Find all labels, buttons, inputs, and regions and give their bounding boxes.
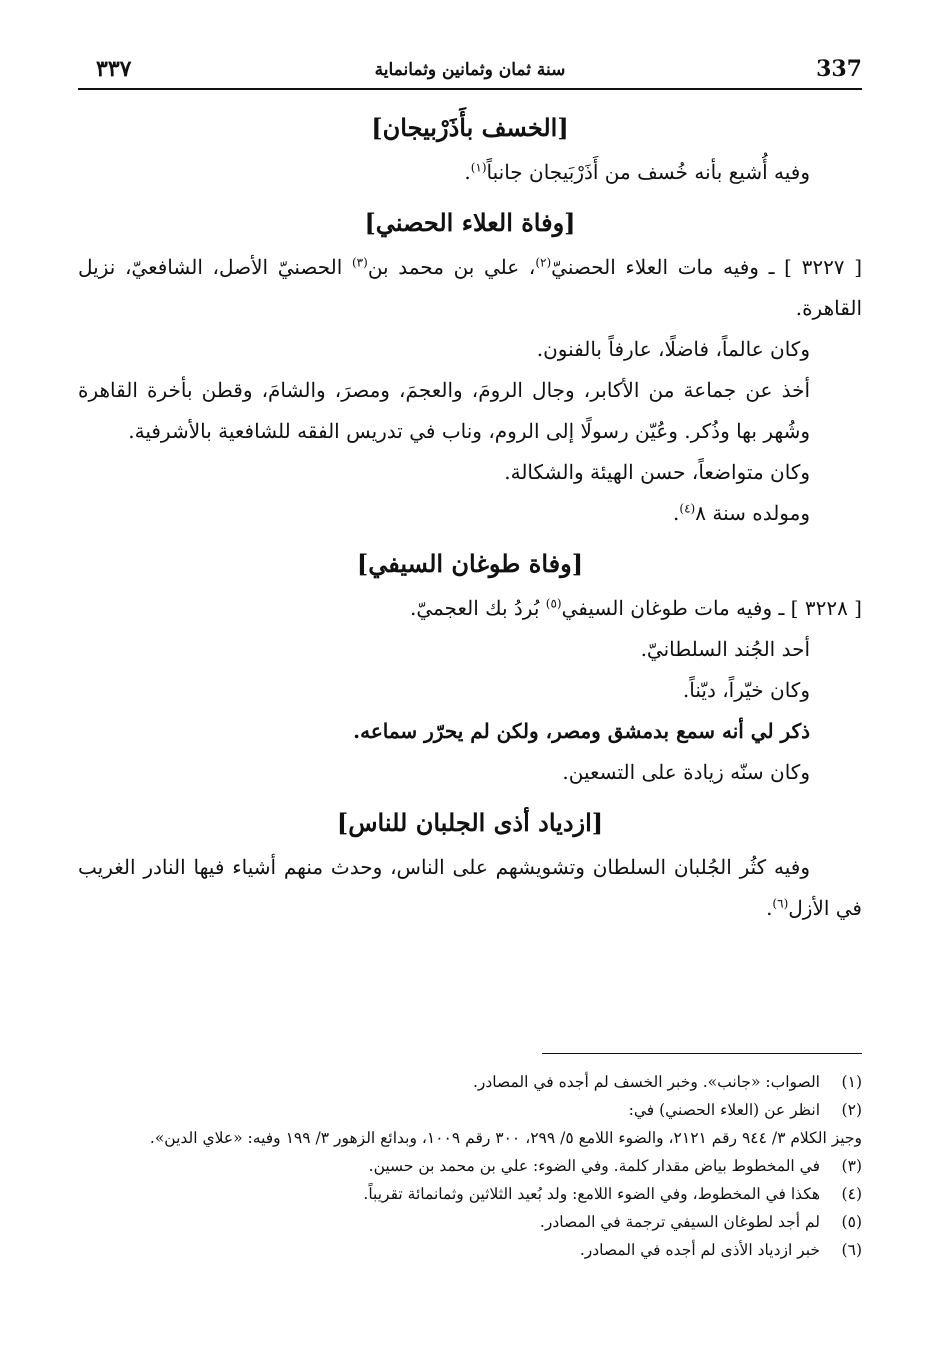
- footnote-text: خبر ازدياد الأذى لم أجده في المصادر.: [579, 1241, 820, 1259]
- paragraph-mutawadi: وكان متواضعاً، حسن الهيئة والشكالة.: [504, 460, 810, 484]
- text-span: وفيه كثُر الجُلبان السلطان وتشويشهم على الناس، وحدث منهم أشياء فيها النادر الغريب في الأزل: [78, 855, 862, 920]
- entry-3227: [78, 247, 862, 329]
- footnote-6: [78, 1236, 862, 1264]
- section-heading-tughan: [وفاة طوغان السيفي]: [356, 549, 584, 578]
- paragraph-julban: [78, 847, 862, 929]
- page-header: [78, 50, 862, 90]
- entry-number: [ ٣٢٢٧ ] ـ: [768, 255, 862, 279]
- footnote-number: (٢): [841, 1101, 862, 1119]
- text-span: وفيه أُشيع بأنه خُسف من أَذَرْبَيجان جانباً: [486, 160, 810, 184]
- footnotes: [78, 1068, 862, 1264]
- footnote-ref-4[interactable]: (٤): [679, 501, 696, 516]
- section-heading-khasf: [الخسف بأَذَرْبيجان]: [371, 113, 569, 142]
- footnote-2-continuation: وجيز الكلام ٣/ ٩٤٤ رقم ٢١٢١، والضوء اللامع ٥/ ٢٩٩، ٣٠٠ رقم ١٠٠٩، وبدائع الزهور ٣/ ١٩٩ وفيه: «علاي الدين».: [149, 1129, 862, 1147]
- paragraph-sinnuh: وكان سنّه زيادة على التسعين.: [562, 760, 810, 784]
- footnote-text: انظر عن (العلاء الحصني) في:: [628, 1101, 820, 1119]
- running-title: سنة ثمان وثمانين وثمانماية: [374, 60, 566, 80]
- text-span: وفيه مات طوغان السيفي: [561, 596, 773, 620]
- footnote-ref-6[interactable]: (٦): [772, 896, 789, 911]
- paragraph-dhakar: ذكر لي أنه سمع بدمشق ومصر، ولكن لم يحرّر سماعه.: [353, 719, 810, 743]
- text-span: .: [766, 896, 773, 920]
- footnote-number: (٤): [841, 1185, 862, 1203]
- footnote-ref-2[interactable]: (٢): [535, 255, 552, 270]
- footnote-ref-5[interactable]: (٥): [545, 596, 562, 611]
- book-page: [78, 50, 862, 1259]
- entry-3228: [78, 588, 862, 629]
- page-number-latin: 337: [816, 56, 862, 82]
- footnote-divider: [542, 1053, 862, 1054]
- paragraph-jund: أحد الجُند السلطانيّ.: [640, 637, 810, 661]
- paragraph-mawlid: [78, 493, 862, 534]
- footnote-5: [78, 1208, 862, 1236]
- footnote-text: في المخطوط بياض مقدار كلمة. وفي الضوء: علي بن محمد بن حسين.: [368, 1157, 820, 1175]
- paragraph-khasf: [78, 152, 862, 193]
- footnote-4: [78, 1180, 862, 1208]
- footnote-number: (٦): [841, 1241, 862, 1259]
- page-number-arabic: ٣٣٧: [96, 56, 132, 82]
- text-span: .: [673, 501, 680, 525]
- footnote-text: هكذا في المخطوط، وفي الضوء اللامع: ولد بُعيد الثلاثين وثمانمائة تقريباً.: [363, 1185, 820, 1203]
- page-body: [78, 90, 862, 929]
- footnote-2: [78, 1096, 862, 1124]
- text-span: الحصنيّ الأصل، الشافعيّ، نزيل القاهرة.: [78, 255, 862, 320]
- footnote-number: (٣): [841, 1157, 862, 1175]
- footnote-number: (٥): [841, 1213, 862, 1231]
- text-span: بُردُ بك العجميّ.: [409, 596, 546, 620]
- footnote-text: الصواب: «جانب». وخبر الخسف لم أجده في المصادر.: [472, 1073, 820, 1091]
- footnote-ref-1[interactable]: (١): [470, 160, 487, 175]
- footnote-number: (١): [841, 1073, 862, 1091]
- entry-number: [ ٣٢٢٨ ] ـ: [778, 596, 862, 620]
- text-span: ومولده سنة ٨: [695, 501, 810, 525]
- section-heading-julban: [ازدياد أذى الجلبان للناس]: [336, 808, 604, 837]
- footnote-text: لم أجد لطوغان السيفي ترجمة في المصادر.: [539, 1213, 820, 1231]
- text-span: وفيه مات العلاء الحصنيّ: [551, 255, 759, 279]
- footnote-ref-3[interactable]: (٣): [351, 255, 368, 270]
- footnote-1: [78, 1068, 862, 1096]
- text-span: ، علي بن محمد بن: [367, 255, 536, 279]
- paragraph-khayyir: وكان خيّراً، ديّناً.: [682, 678, 810, 702]
- footnote-3: [78, 1152, 862, 1180]
- section-heading-alaa: [وفاة العلاء الحصني]: [364, 208, 576, 237]
- paragraph-akhadh: أخذ عن جماعة من الأكابر، وجال الرومَ، والعجمَ، ومصرَ، والشامَ، وقطن بأخرة القاهرة وشُهر بها وذُكر. وعُيّن رسولًا إلى الروم، وناب في تدريس الفقه للشافعية بالأشرفية.: [78, 378, 810, 443]
- paragraph-alim: وكان عالماً، فاضلًا، عارفاً بالفنون.: [536, 337, 810, 361]
- text-span: .: [464, 160, 471, 184]
